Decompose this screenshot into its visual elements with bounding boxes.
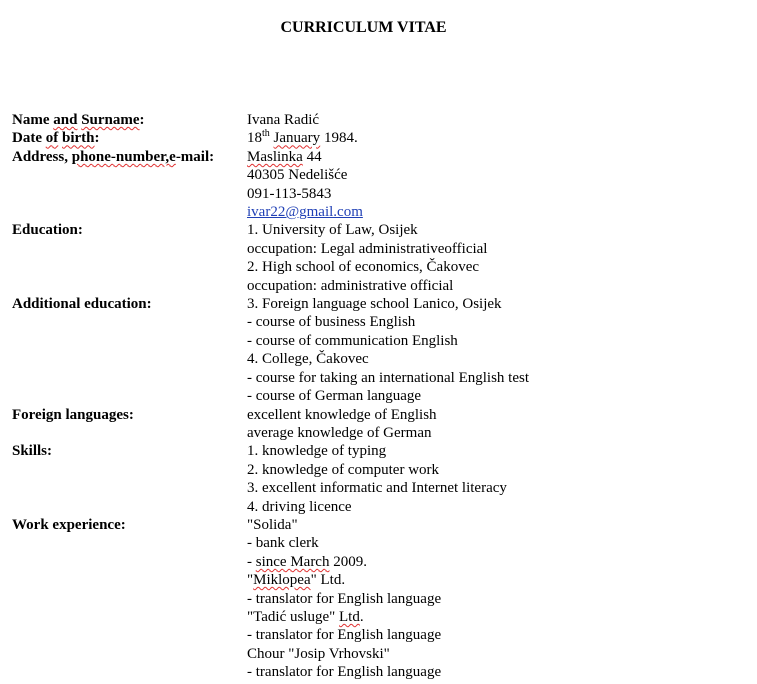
education-line: 2. High school of economics, Čakovec (247, 259, 480, 276)
work-employer: Chour "Josip Vrhovski" (247, 645, 390, 662)
address-city: 40305 Nedelišće (247, 167, 348, 184)
additional-education-line: 4. College, Čakovec (247, 351, 369, 368)
row-additional-education (12, 295, 529, 405)
row-foreign-languages (12, 406, 529, 443)
row-work-experience (12, 516, 529, 682)
email-link[interactable]: ivar22@gmail.com (247, 204, 363, 221)
additional-education-label: Additional education: (12, 296, 152, 313)
row-name (12, 111, 529, 129)
row-address (12, 148, 529, 222)
additional-education-line: 3. Foreign language school Lanico, Osijek (247, 296, 502, 313)
additional-education-line: - course for taking an international English test (247, 369, 530, 386)
language-line: excellent knowledge of English (247, 406, 437, 423)
language-line: average knowledge of German (247, 424, 432, 441)
phone-number: 091-113-5843 (247, 185, 332, 202)
work-period: - since March 2009. (247, 553, 367, 570)
name-value: Ivana Radić (247, 112, 320, 128)
work-role: - translator for English language (247, 664, 442, 681)
row-education (12, 221, 529, 295)
skill-line: 4. driving licence (247, 498, 352, 515)
additional-education-line: - course of business English (247, 314, 416, 331)
work-role: - bank clerk (247, 535, 319, 552)
work-employer: "Miklopea" Ltd. (247, 572, 346, 589)
document-title: CURRICULUM VITAE (280, 19, 447, 36)
work-role: - translator for English language (247, 590, 442, 607)
foreign-languages-label: Foreign languages: (12, 406, 134, 423)
cv-table (12, 111, 529, 682)
address-street: Maslinka 44 (247, 148, 322, 165)
work-experience-label: Work experience: (12, 516, 126, 533)
email-line (247, 203, 529, 221)
row-skills (12, 442, 529, 516)
birth-value: 18th January 1984. (247, 128, 358, 147)
skill-line: 3. excellent informatic and Internet literacy (247, 480, 507, 497)
work-role: - translator for English language (247, 627, 442, 644)
name-label: Name and Surname: (12, 112, 145, 128)
row-birth (12, 129, 529, 147)
education-line: 1. University of Law, Osijek (247, 222, 418, 239)
work-employer: "Solida" (247, 516, 298, 533)
skill-line: 2. knowledge of computer work (247, 461, 440, 478)
birth-label: Date of birth: (12, 130, 100, 147)
work-employer: "Tadić usluge" Ltd. (247, 608, 364, 625)
address-label: Address, phone-number,e-mail: (12, 148, 215, 165)
education-label: Education: (12, 222, 83, 239)
education-line: occupation: administrative official (247, 277, 454, 294)
skills-label: Skills: (12, 443, 53, 460)
additional-education-line: - course of communication English (247, 332, 458, 349)
skill-line: 1. knowledge of typing (247, 443, 387, 460)
education-line: occupation: Legal administrativeofficial (247, 240, 488, 257)
additional-education-line: - course of German language (247, 388, 422, 405)
